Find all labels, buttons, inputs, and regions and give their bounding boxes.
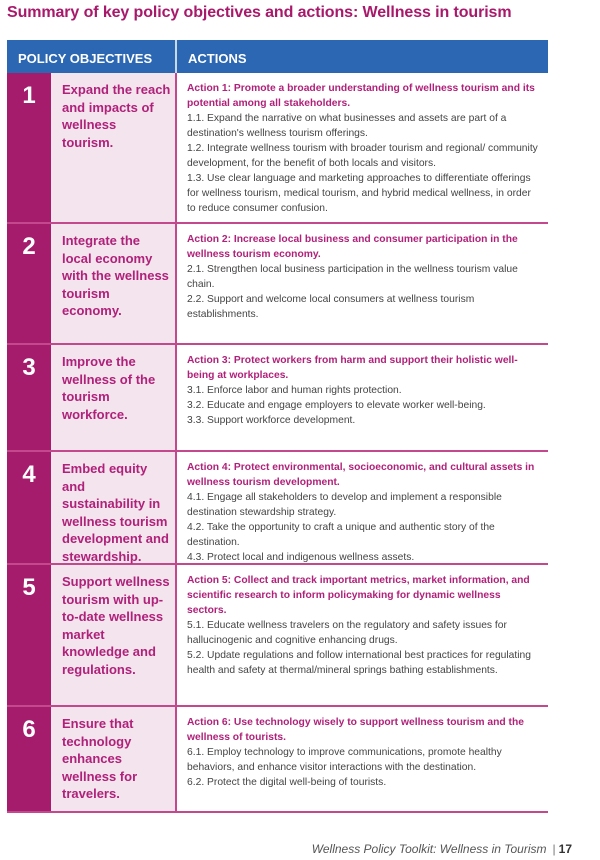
action-item: 4.2. Take the opportunity to craft a unique and authentic story of the destination.	[187, 522, 495, 548]
action-cell	[177, 565, 548, 705]
action-item: 6.2. Protect the digital well-being of tourists.	[187, 777, 387, 788]
action-item: 1.1. Expand the narrative on what businesses and assets are part of a destination's wellness tourism offerings.	[187, 113, 507, 139]
action-title: Action 3: Protect workers from harm and support their holistic well-being at workplaces.	[187, 355, 518, 381]
objective-number: 4	[7, 452, 51, 563]
table-row	[7, 73, 548, 224]
action-title: Action 6: Use technology wisely to support wellness tourism and the wellness of tourists.	[187, 717, 524, 743]
table-row	[7, 345, 548, 452]
action-item: 2.1. Strengthen local business participation in the wellness tourism value chain.	[187, 264, 518, 290]
action-cell	[177, 224, 548, 343]
action-title: Action 5: Collect and track important metrics, market information, and scientific research to inform policymaking for dynamic wellness sectors.	[187, 575, 530, 616]
action-item: 5.2. Update regulations and follow international best practices for regulating health and safety at thermal/mineral springs bathing establishments.	[187, 650, 532, 676]
page-footer	[312, 842, 572, 856]
action-item: 5.1. Educate wellness travelers on the regulatory and safety issues for hallucinogenic and cognitive enhancing drugs.	[187, 620, 507, 646]
action-item: 3.1. Enforce labor and human rights protection.	[187, 385, 402, 396]
objective-text: Support wellness tourism with up-to-date wellness market knowledge and regulations.	[51, 565, 177, 705]
footer-separator: |	[552, 842, 556, 856]
action-cell	[177, 345, 548, 450]
objective-text: Ensure that technology enhances wellness for travelers.	[51, 707, 177, 811]
action-item: 2.2. Support and welcome local consumers at wellness tourism establishments.	[187, 294, 475, 320]
objective-text: Integrate the local economy with the wellness tourism economy.	[51, 224, 177, 343]
page-number: 17	[558, 842, 572, 856]
policy-summary-table	[7, 40, 548, 813]
objective-text: Embed equity and sustainability in wellness tourism development and stewardship.	[51, 452, 177, 563]
action-item: 1.3. Use clear language and marketing approaches to differentiate offerings for wellness tourism, medical tourism, and hybrid medical wellness, in order to reduce consumer confusion.	[187, 173, 531, 214]
action-title: Action 1: Promote a broader understanding of wellness tourism and its potential among all stakeholders.	[187, 83, 535, 109]
action-item: 4.3. Protect local and indigenous wellness assets.	[187, 552, 415, 563]
action-item: 1.2. Integrate wellness tourism with broader tourism and regional/ community development, for the benefit of both locals and visitors.	[187, 143, 538, 169]
action-item: 4.1. Engage all stakeholders to develop and implement a responsible destination stewardship strategy.	[187, 492, 502, 518]
footer-publication-title: Wellness Policy Toolkit: Wellness in Tourism	[311, 842, 547, 856]
action-cell	[177, 707, 548, 811]
table-row	[7, 707, 548, 813]
action-title: Action 2: Increase local business and consumer participation in the wellness tourism economy.	[187, 234, 518, 260]
table-row	[7, 565, 548, 707]
action-item: 3.2. Educate and engage employers to elevate worker well-being.	[187, 400, 486, 411]
action-cell	[177, 452, 548, 563]
objective-number: 2	[7, 224, 51, 343]
objective-number: 6	[7, 707, 51, 811]
objective-number: 1	[7, 73, 51, 222]
header-policy-objectives: POLICY OBJECTIVES	[7, 40, 177, 73]
action-item: 3.3. Support workforce development.	[187, 415, 356, 426]
table-header	[7, 40, 548, 73]
objective-number: 5	[7, 565, 51, 705]
action-cell	[177, 73, 548, 222]
objective-text: Expand the reach and impacts of wellness tourism.	[51, 73, 177, 222]
action-title: Action 4: Protect environmental, socioeconomic, and cultural assets in wellness tourism development.	[187, 462, 535, 488]
action-item: 6.1. Employ technology to improve communications, promote healthy behaviors, and enhance visitor interactions with the destination.	[187, 747, 502, 773]
table-row	[7, 452, 548, 565]
header-actions: ACTIONS	[188, 51, 247, 66]
table-row	[7, 224, 548, 345]
objective-number: 3	[7, 345, 51, 450]
objective-text: Improve the wellness of the tourism workforce.	[51, 345, 177, 450]
page-title: Summary of key policy objectives and actions: Wellness in tourism	[7, 4, 512, 21]
